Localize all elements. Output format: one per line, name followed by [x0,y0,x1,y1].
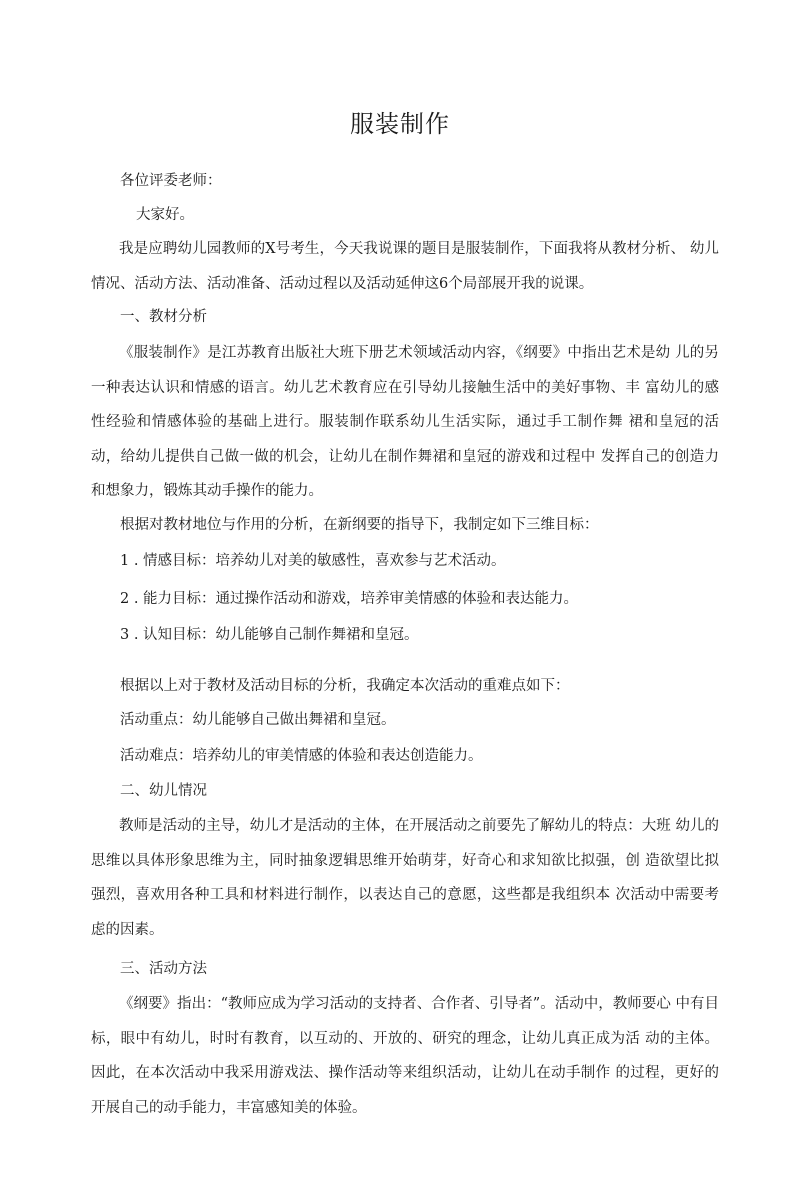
goal-item: 2 . 能力目标：通过操作活动和游戏，培养审美情感的体验和表达能力。 [120,591,579,607]
greeting: 各位评委老师： [120,173,222,189]
section-heading-2: 二、幼儿情况 [120,783,207,799]
key-point: 活动重点：幼儿能够自己做出舞裙和皇冠。 [120,712,396,728]
section3-paragraph-1: 《纲要》指出：“教师应成为学习活动的支持者、合作者、引导者”。活动中，教师要心 中有目标，眼中有幼儿，时时有教育，以互动的、开放的、研究的理念，让幼儿真正成为活 动的主体。因此，在本次活动中我采用游戏法、操作活动等来组织活动，让幼儿在动手制作 的过程，更好的开展自己的动手能力，丰富感知美的体验。 [91,996,719,1116]
section-heading-1: 一、教材分析 [120,309,207,325]
section1-paragraph-3: 根据以上对于教材及活动目标的分析，我确定本次活动的重难点如下： [120,678,570,694]
intro-paragraph: 我是应聘幼儿园教师的X号考生，今天我说课的题目是服装制作，下面我将从教材分析、 幼儿情况、活动方法、活动准备、活动过程以及活动延伸这6个局部展开我的说课。 [91,241,719,292]
page-title: 服装制作 [350,110,450,138]
goal-item: 1 . 情感目标：培养幼儿对美的敏感性，喜欢参与艺术活动。 [120,553,506,569]
section-heading-3: 三、活动方法 [120,961,207,977]
section1-paragraph-2: 根据对教材地位与作用的分析，在新纲要的指导下，我制定如下三维目标： [120,517,599,533]
section1-paragraph-1: 《服装制作》是江苏教育出版社大班下册艺术领域活动内容，《纲要》中指出艺术是幼 儿的另一种表达认识和情感的语言。幼儿艺术教育应在引导幼儿接触生活中的美好事物、丰 富幼儿的感性经验和情感体验的基础上进行。服装制作联系幼儿生活实际，通过手工制作舞 裙和皇冠的活动，给幼儿提供自己做一做的机会，让幼儿在制作舞裙和皇冠的游戏和过程中 发挥自己的创造力和想象力，锻炼其动手操作的能力。 [91,345,719,499]
goal-item: 3 . 认知目标：幼儿能够自己制作舞裙和皇冠。 [120,627,419,643]
section2-paragraph-1: 教师是活动的主导，幼儿才是活动的主体，在开展活动之前要先了解幼儿的特点：大班 幼儿的思维以具体形象思维为主，同时抽象逻辑思维开始萌芽，好奇心和求知欲比拟强，创 造欲望比拟强烈，喜欢用各种工具和材料进行制作，以表达自己的意愿，这些都是我组织本 次活动中需要考虑的因素。 [91,818,719,938]
difficult-point: 活动难点：培养幼儿的审美情感的体验和表达创造能力。 [120,748,483,764]
hello: 大家好。 [136,207,194,223]
